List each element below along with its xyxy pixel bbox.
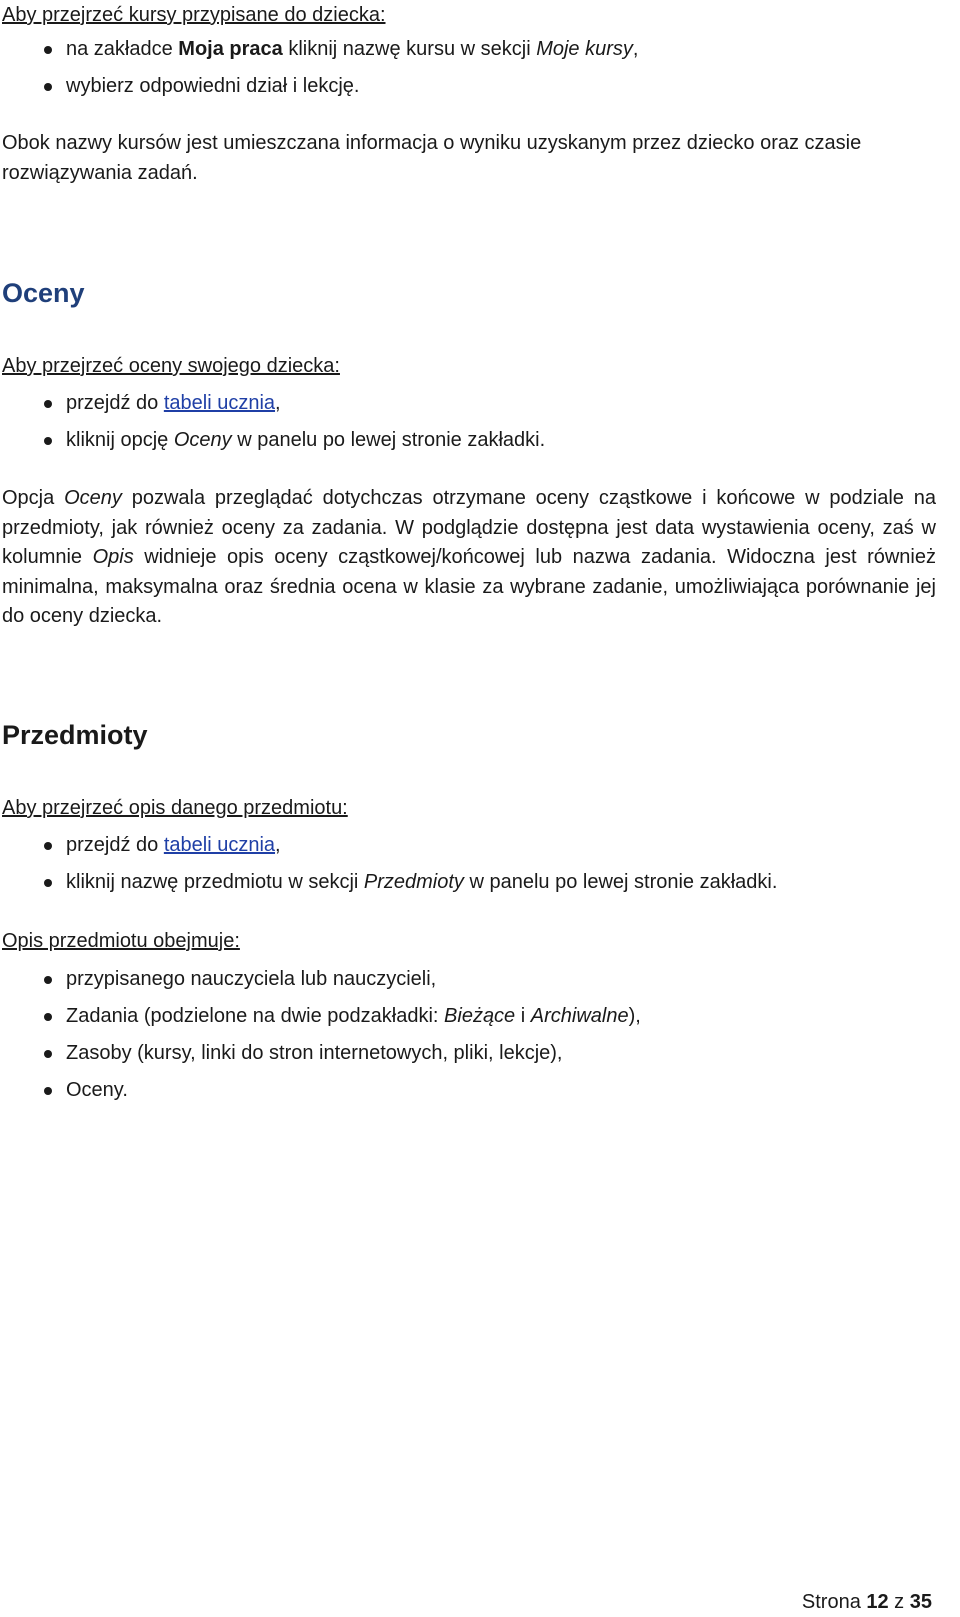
tab-name-moja-praca: Moja praca [178,38,283,60]
subjects-list [2,827,936,901]
grades-description: Opcja Oceny pozwala przeglądać dotychczas otrzymane oceny cząstkowe i końcowe w podziale na przedmioty, jak również oceny za zadania. W podglądzie dostępna jest data wystawienia oceny, zaś w kolumnie Opis widnieje opis oceny cząstkowej/końcowej lub nazwa zadania. Widoczna jest również minimalna, maksymalna oraz średnia ocena w klasie za wybrane zadanie, umożliwiająca porównanie jej do oceny dziecka. [2,487,936,627]
subjects-intro-block [2,794,936,824]
bullet-icon [44,879,52,887]
courses-intro: Aby przejrzeć kursy przypisane do dziecka: [2,4,386,26]
grades-para-block [2,484,936,632]
subject-desc-intro-block [2,927,936,957]
bullet-icon [44,842,52,850]
grades-intro: Aby przejrzeć oceny swojego dziecka: [2,355,340,377]
student-table-link[interactable]: tabeli ucznia [163,834,276,856]
bullet-icon [44,83,52,91]
list-item: przejdź do tabeli ucznia, [2,385,936,422]
courses-list [2,31,936,105]
list-item: Oceny. [2,1072,936,1109]
bullet-icon [44,976,52,984]
bullet-icon [44,437,52,445]
bullet-icon [44,400,52,408]
list-item: na zakładce Moja praca kliknij nazwę kursu w sekcji Moje kursy, [2,31,936,68]
student-table-link[interactable]: tabeli ucznia [163,392,276,414]
courses-note-block [2,129,936,188]
bullet-icon [44,1087,52,1095]
courses-note: Obok nazwy kursów jest umieszczana informacja o wyniku uzyskanym przez dziecko oraz czasie rozwiązywania zadań. [2,132,862,184]
subjects-heading-block [2,720,936,751]
list-item: przypisanego nauczyciela lub nauczycieli, [2,961,936,998]
section-heading-oceny: Oceny [2,278,85,308]
list-item: Zadania (podzielone na dwie podzakładki: Bieżące i Archiwalne), [2,998,936,1035]
section-heading-przedmioty: Przedmioty [2,720,148,750]
grades-intro-block [2,352,936,382]
subjects-intro: Aby przejrzeć opis danego przedmiotu: [2,797,348,819]
list-item: wybierz odpowiedni dział i lekcję. [2,68,936,105]
courses-section [2,0,936,30]
subject-desc-intro: Opis przedmiotu obejmuje: [2,930,240,952]
bullet-icon [44,1050,52,1058]
grades-list [2,385,936,459]
bullet-icon [44,1013,52,1021]
subject-desc-list [2,961,936,1109]
list-item: kliknij opcję Oceny w panelu po lewej stronie zakładki. [2,422,936,459]
grades-heading-block [2,278,936,309]
page-number: Strona 12 z 35 [801,1591,932,1613]
list-item: przejdź do tabeli ucznia, [2,827,936,864]
list-item: kliknij nazwę przedmiotu w sekcji Przedmioty w panelu po lewej stronie zakładki. [2,864,936,901]
bullet-icon [44,46,52,54]
list-item: Zasoby (kursy, linki do stron internetowych, pliki, lekcje), [2,1035,936,1072]
